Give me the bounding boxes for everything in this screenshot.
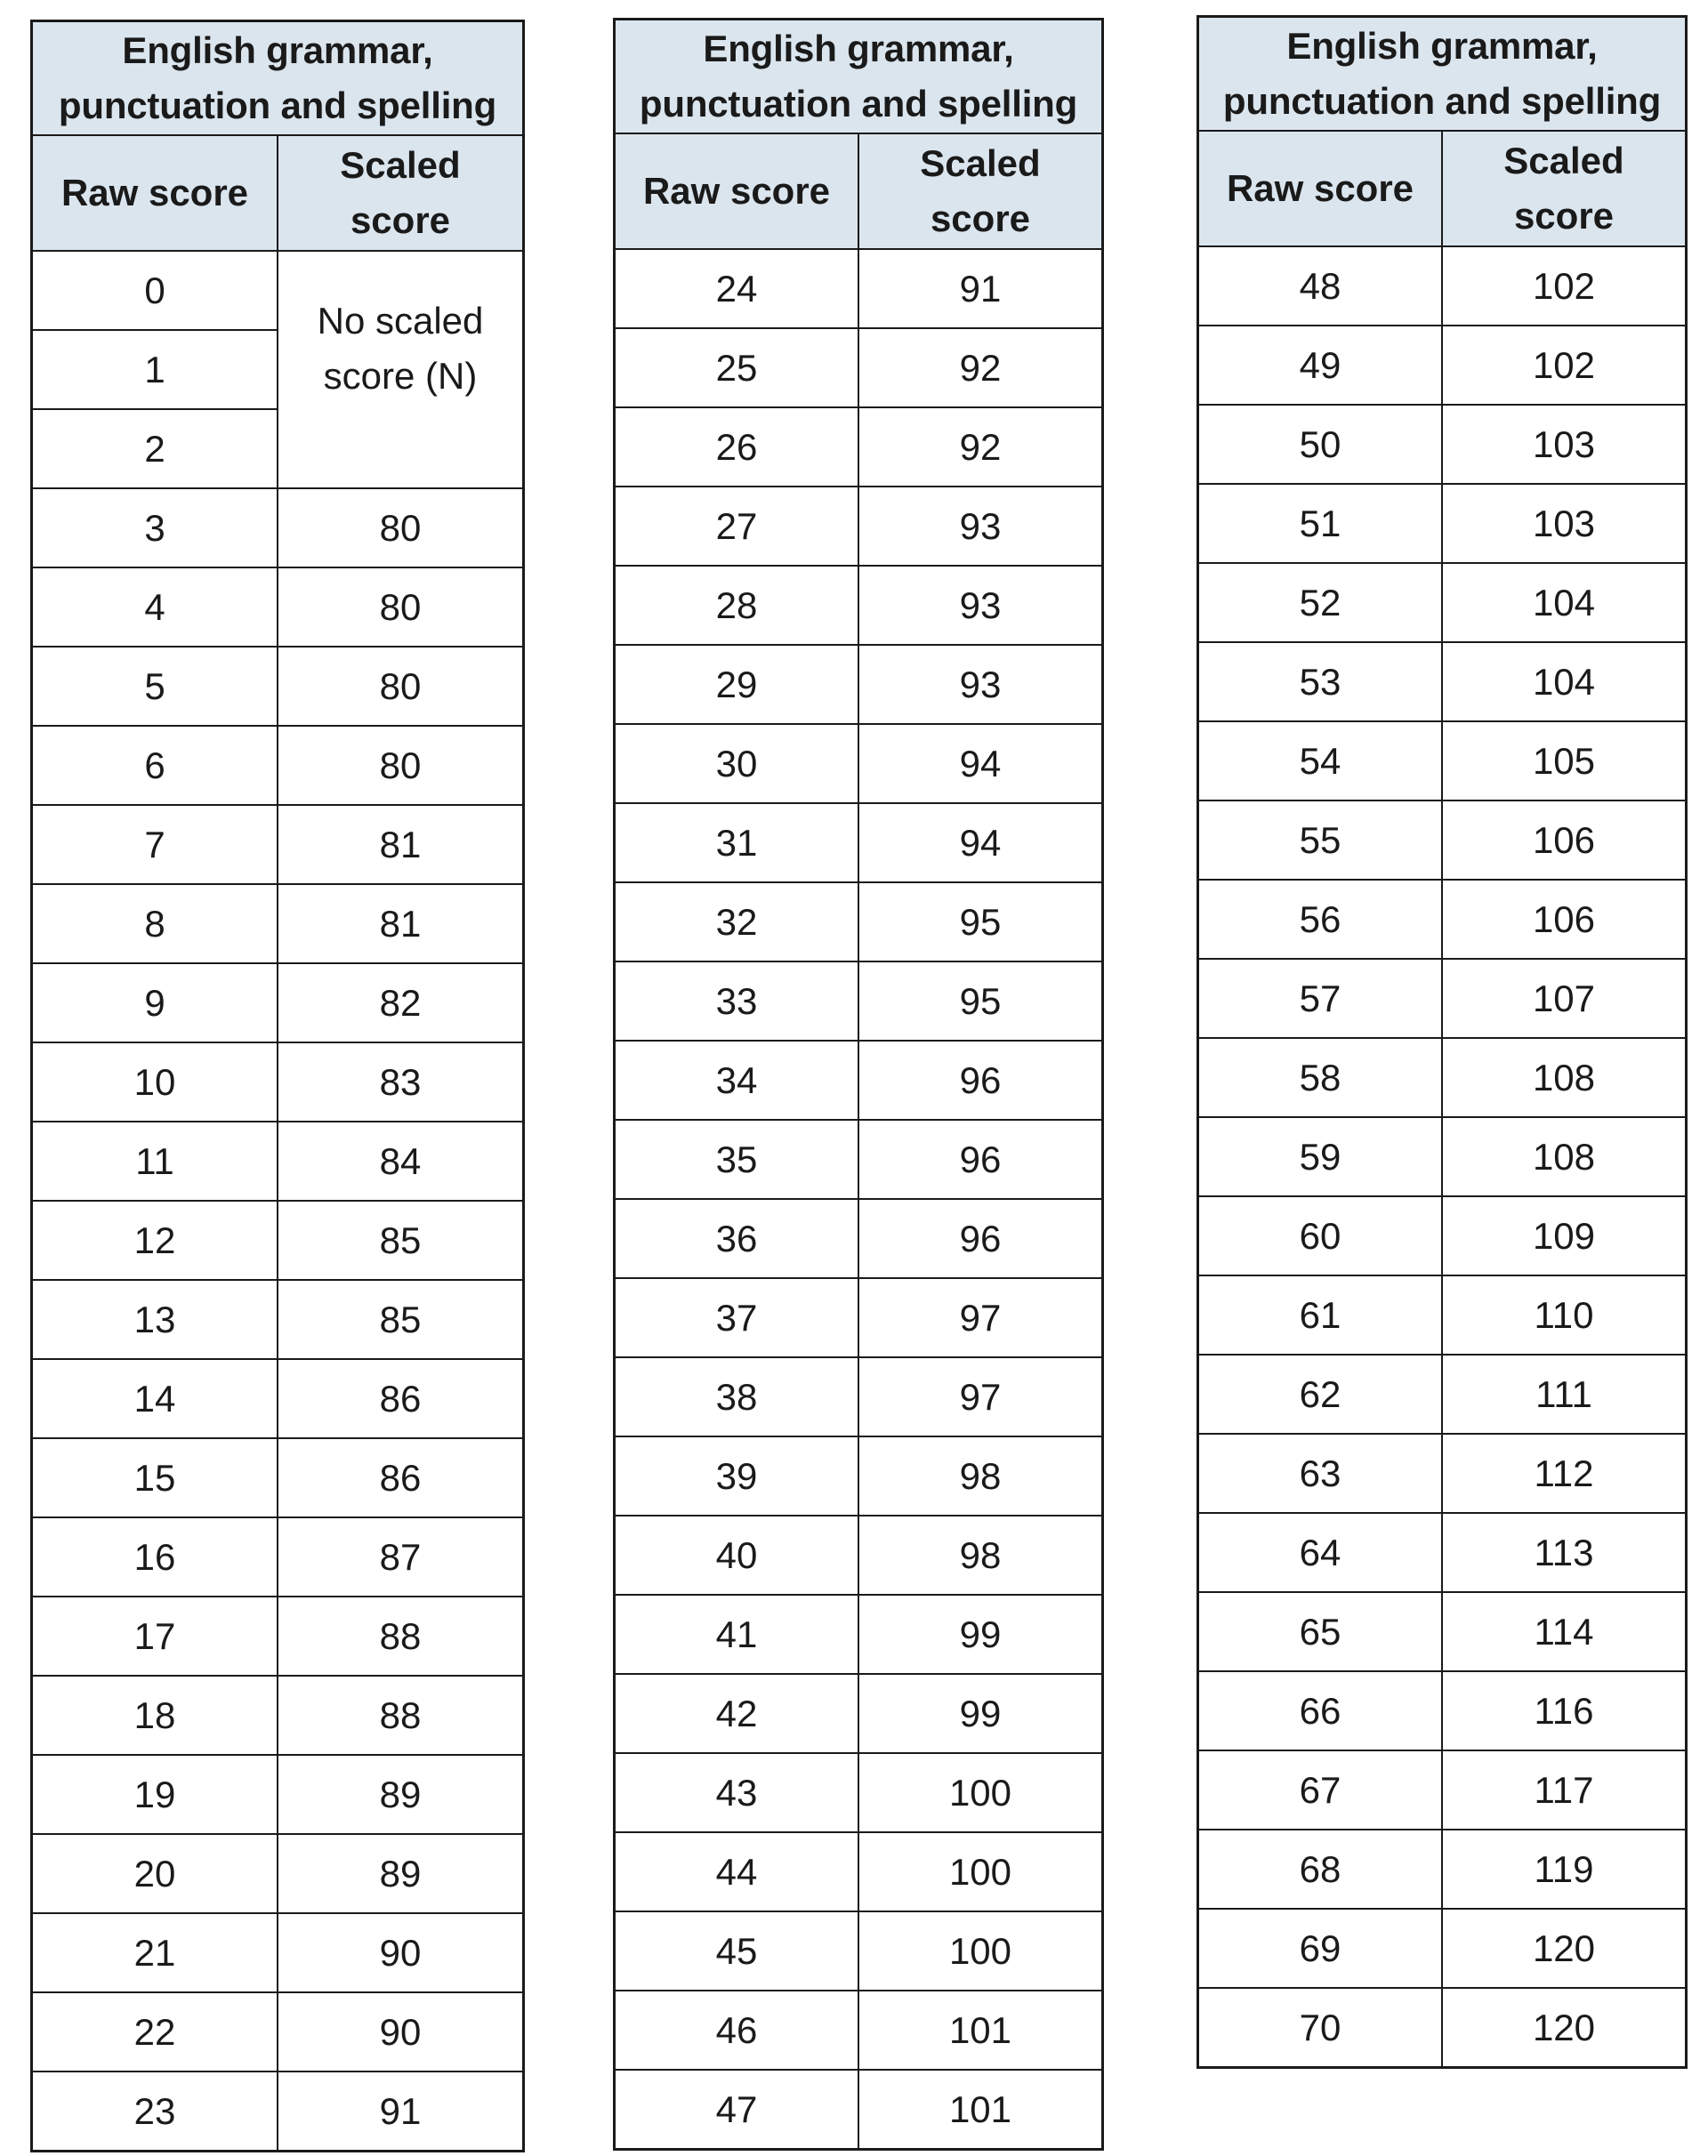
table-row: [1198, 246, 1687, 326]
scaled-score-cell: 99: [858, 1595, 1103, 1674]
subject-title: [1198, 17, 1687, 132]
raw-score-cell: 8: [32, 884, 278, 963]
scaled-score-cell: 105: [1442, 721, 1687, 800]
table-row: [1198, 1671, 1687, 1750]
raw-score-cell: 31: [615, 803, 859, 882]
table-row: [615, 1674, 1103, 1753]
raw-score-cell: 17: [32, 1597, 278, 1676]
scaled-score-cell: 116: [1442, 1671, 1687, 1750]
table-row: [1198, 1592, 1687, 1671]
table-row: [615, 1120, 1103, 1199]
raw-score-cell: 15: [32, 1438, 278, 1517]
table-row: [615, 1041, 1103, 1120]
no-scaled-score-line1: No scaled: [317, 299, 484, 342]
scaled-score-header-line2: score: [350, 199, 451, 241]
raw-score-header: Raw score: [615, 133, 859, 249]
scaled-score-cell: 84: [278, 1122, 524, 1201]
scaled-score-header: [278, 135, 524, 251]
raw-score-cell: 49: [1198, 326, 1443, 405]
table-row: [1198, 1196, 1687, 1275]
raw-score-cell: 3: [32, 488, 278, 567]
raw-score-header: Raw score: [1198, 131, 1443, 246]
scaled-score-cell: 88: [278, 1597, 524, 1676]
table-row: [32, 1122, 524, 1201]
table-row: [1198, 642, 1687, 721]
scaled-score-cell: 86: [278, 1438, 524, 1517]
scaled-score-cell: 111: [1442, 1355, 1687, 1434]
raw-score-cell: 61: [1198, 1275, 1443, 1355]
raw-score-cell: 70: [1198, 1988, 1443, 2068]
table-row: [615, 328, 1103, 407]
subject-title-line2: punctuation and spelling: [639, 83, 1078, 125]
scaled-score-cell: 101: [858, 2070, 1103, 2150]
raw-score-cell: 67: [1198, 1750, 1443, 1830]
scaled-score-cell: 88: [278, 1676, 524, 1755]
table-row: [1198, 959, 1687, 1038]
score-table-3: [1196, 15, 1688, 2069]
table-row: [32, 1676, 524, 1755]
subject-title-line1: English grammar,: [1286, 25, 1598, 67]
table-row: [615, 1911, 1103, 1991]
raw-score-cell: 39: [615, 1436, 859, 1516]
table-row: [615, 1516, 1103, 1595]
table-row: [615, 1436, 1103, 1516]
table-row: [1198, 1275, 1687, 1355]
table-row: [32, 251, 524, 330]
subject-title: [615, 20, 1103, 134]
table-row: [615, 407, 1103, 487]
table-row: [1198, 1750, 1687, 1830]
scaled-score-cell: 82: [278, 963, 524, 1042]
raw-score-cell: 59: [1198, 1117, 1443, 1196]
table-row: [32, 567, 524, 647]
raw-score-cell: 56: [1198, 880, 1443, 959]
raw-score-cell: 18: [32, 1676, 278, 1755]
scaled-score-header-line1: Scaled: [340, 144, 461, 186]
table-row: [1198, 1117, 1687, 1196]
table-row: [1198, 1513, 1687, 1592]
table-row: [32, 647, 524, 726]
table-row: [615, 724, 1103, 803]
raw-score-cell: 68: [1198, 1830, 1443, 1909]
scaled-score-cell: 104: [1442, 642, 1687, 721]
score-table-2: [613, 18, 1104, 2151]
table-row: [615, 961, 1103, 1041]
subject-title-line2: punctuation and spelling: [58, 84, 497, 126]
scaled-score-cell: 80: [278, 726, 524, 805]
table-row: [32, 1042, 524, 1122]
raw-score-cell: 11: [32, 1122, 278, 1201]
scaled-score-cell: 120: [1442, 1909, 1687, 1988]
scaled-score-cell: 99: [858, 1674, 1103, 1753]
table-row: [615, 2070, 1103, 2150]
table-row: [615, 882, 1103, 961]
scaled-score-cell: 103: [1442, 484, 1687, 563]
raw-score-cell: 13: [32, 1280, 278, 1359]
raw-score-cell: 50: [1198, 405, 1443, 484]
raw-score-cell: 37: [615, 1278, 859, 1357]
raw-score-cell: 45: [615, 1911, 859, 1991]
no-scaled-score-line2: score (N): [323, 354, 478, 397]
raw-score-cell: 34: [615, 1041, 859, 1120]
table-row: [1198, 1434, 1687, 1513]
scaled-score-cell: 101: [858, 1991, 1103, 2070]
scaled-score-header-line2: score: [930, 197, 1031, 239]
raw-score-cell: 38: [615, 1357, 859, 1436]
scaled-score-cell: 98: [858, 1436, 1103, 1516]
table-row: [615, 249, 1103, 328]
table-row: [32, 805, 524, 884]
raw-score-cell: 41: [615, 1595, 859, 1674]
scaled-score-cell: 85: [278, 1201, 524, 1280]
scaled-score-cell: 102: [1442, 326, 1687, 405]
raw-score-cell: 60: [1198, 1196, 1443, 1275]
table-row: [615, 803, 1103, 882]
scaled-score-cell: 92: [858, 407, 1103, 487]
raw-score-cell: 26: [615, 407, 859, 487]
table-row: [32, 1201, 524, 1280]
raw-score-cell: 44: [615, 1832, 859, 1911]
scaled-score-cell: 120: [1442, 1988, 1687, 2068]
scaled-score-cell: 93: [858, 566, 1103, 645]
table-row: [1198, 326, 1687, 405]
raw-score-cell: 4: [32, 567, 278, 647]
scaled-score-cell: 100: [858, 1911, 1103, 1991]
raw-score-cell: 20: [32, 1834, 278, 1913]
raw-score-cell: 16: [32, 1517, 278, 1597]
raw-score-cell: 66: [1198, 1671, 1443, 1750]
table-row: [1198, 563, 1687, 642]
raw-score-cell: 62: [1198, 1355, 1443, 1434]
scaled-score-cell: 112: [1442, 1434, 1687, 1513]
scaled-score-cell: 87: [278, 1517, 524, 1597]
raw-score-cell: 52: [1198, 563, 1443, 642]
raw-score-cell: 35: [615, 1120, 859, 1199]
raw-score-cell: 42: [615, 1674, 859, 1753]
raw-score-cell: 64: [1198, 1513, 1443, 1592]
raw-score-cell: 6: [32, 726, 278, 805]
raw-score-cell: 33: [615, 961, 859, 1041]
scaled-score-cell: 91: [278, 2072, 524, 2152]
scaled-score-cell: 80: [278, 647, 524, 726]
raw-score-cell: 24: [615, 249, 859, 328]
raw-score-cell: 1: [32, 330, 278, 409]
scaled-score-header-line2: score: [1513, 195, 1615, 237]
scaled-score-cell: 81: [278, 884, 524, 963]
table-row: [615, 487, 1103, 566]
raw-score-cell: 69: [1198, 1909, 1443, 1988]
table-row: [615, 1753, 1103, 1832]
table-row: [32, 726, 524, 805]
table-row: [1198, 1830, 1687, 1909]
scaled-score-cell: 86: [278, 1359, 524, 1438]
table-row: [615, 1278, 1103, 1357]
scaled-score-cell: 108: [1442, 1038, 1687, 1117]
table-row: [615, 1357, 1103, 1436]
raw-score-cell: 47: [615, 2070, 859, 2150]
table-row: [1198, 405, 1687, 484]
raw-score-cell: 28: [615, 566, 859, 645]
score-table-1: [30, 20, 525, 2152]
raw-score-cell: 40: [615, 1516, 859, 1595]
scaled-score-cell: 119: [1442, 1830, 1687, 1909]
raw-score-cell: 43: [615, 1753, 859, 1832]
scaled-score-cell: 96: [858, 1199, 1103, 1278]
table-row: [32, 1992, 524, 2072]
scaled-score-cell: 102: [1442, 246, 1687, 326]
table-row: [1198, 800, 1687, 880]
raw-score-cell: 12: [32, 1201, 278, 1280]
raw-score-cell: 54: [1198, 721, 1443, 800]
table-row: [1198, 880, 1687, 959]
scaled-score-cell: 109: [1442, 1196, 1687, 1275]
raw-score-cell: 29: [615, 645, 859, 724]
raw-score-cell: 55: [1198, 800, 1443, 880]
scaled-score-cell: 94: [858, 803, 1103, 882]
scaled-score-cell: 106: [1442, 800, 1687, 880]
scaled-score-cell: 80: [278, 567, 524, 647]
scaled-score-header-line1: Scaled: [920, 142, 1041, 184]
scaled-score-cell: 85: [278, 1280, 524, 1359]
raw-score-cell: 48: [1198, 246, 1443, 326]
scaled-score-cell: 97: [858, 1357, 1103, 1436]
raw-score-cell: 22: [32, 1992, 278, 2072]
table-row: [32, 1280, 524, 1359]
raw-score-cell: 30: [615, 724, 859, 803]
table-row: [615, 566, 1103, 645]
scaled-score-header-line1: Scaled: [1503, 140, 1624, 181]
raw-score-cell: 0: [32, 251, 278, 330]
table-row: [615, 1199, 1103, 1278]
table-row: [615, 1832, 1103, 1911]
subject-title-line2: punctuation and spelling: [1222, 80, 1662, 122]
scaled-score-cell: 92: [858, 328, 1103, 407]
scaled-score-cell: 117: [1442, 1750, 1687, 1830]
table-row: [32, 2072, 524, 2152]
raw-score-cell: 7: [32, 805, 278, 884]
table-row: [32, 1359, 524, 1438]
scaled-score-cell: 100: [858, 1753, 1103, 1832]
raw-score-cell: 27: [615, 487, 859, 566]
table-row: [32, 1755, 524, 1834]
scaled-score-cell: 108: [1442, 1117, 1687, 1196]
table-row: [615, 1991, 1103, 2070]
scaled-score-cell: 98: [858, 1516, 1103, 1595]
scaled-score-cell: 83: [278, 1042, 524, 1122]
scaled-score-cell: 107: [1442, 959, 1687, 1038]
raw-score-cell: 32: [615, 882, 859, 961]
raw-score-cell: 25: [615, 328, 859, 407]
scaled-score-cell: 80: [278, 488, 524, 567]
table-row: [615, 1595, 1103, 1674]
scaled-score-cell: 95: [858, 961, 1103, 1041]
table-row: [1198, 1909, 1687, 1988]
raw-score-cell: 57: [1198, 959, 1443, 1038]
scaled-score-cell: 94: [858, 724, 1103, 803]
table-row: [1198, 1355, 1687, 1434]
raw-score-cell: 2: [32, 409, 278, 488]
scaled-score-cell: 114: [1442, 1592, 1687, 1671]
scaled-score-cell: 97: [858, 1278, 1103, 1357]
scaled-score-cell: 96: [858, 1120, 1103, 1199]
table-row: [1198, 1038, 1687, 1117]
scaled-score-cell: 91: [858, 249, 1103, 328]
raw-score-cell: 19: [32, 1755, 278, 1834]
raw-score-cell: 36: [615, 1199, 859, 1278]
scaled-score-cell: 93: [858, 645, 1103, 724]
scaled-score-cell: 110: [1442, 1275, 1687, 1355]
table-row: [1198, 721, 1687, 800]
table-row: [1198, 1988, 1687, 2068]
subject-title-line1: English grammar,: [122, 29, 433, 71]
table-row: [32, 1834, 524, 1913]
scaled-score-header: [1442, 131, 1687, 246]
raw-score-cell: 10: [32, 1042, 278, 1122]
scaled-score-cell: 100: [858, 1832, 1103, 1911]
raw-score-cell: 21: [32, 1913, 278, 1992]
table-row: [615, 645, 1103, 724]
table-row: [32, 1913, 524, 1992]
table-row: [32, 884, 524, 963]
raw-score-cell: 14: [32, 1359, 278, 1438]
scaled-score-header: [858, 133, 1103, 249]
scaled-score-cell: 106: [1442, 880, 1687, 959]
scaled-score-cell: 95: [858, 882, 1103, 961]
scaled-score-cell: 89: [278, 1755, 524, 1834]
subject-title: [32, 21, 524, 136]
table-row: [32, 1597, 524, 1676]
scaled-score-cell: 113: [1442, 1513, 1687, 1592]
scaled-score-cell: 104: [1442, 563, 1687, 642]
raw-score-cell: 51: [1198, 484, 1443, 563]
table-row: [32, 488, 524, 567]
scaled-score-cell: 81: [278, 805, 524, 884]
no-scaled-score-cell: [278, 251, 524, 488]
raw-score-cell: 53: [1198, 642, 1443, 721]
scaled-score-cell: 103: [1442, 405, 1687, 484]
raw-score-cell: 63: [1198, 1434, 1443, 1513]
raw-score-cell: 23: [32, 2072, 278, 2152]
raw-score-cell: 65: [1198, 1592, 1443, 1671]
scaled-score-cell: 93: [858, 487, 1103, 566]
subject-title-line1: English grammar,: [703, 28, 1014, 69]
raw-score-cell: 9: [32, 963, 278, 1042]
table-row: [32, 963, 524, 1042]
scaled-score-cell: 96: [858, 1041, 1103, 1120]
table-row: [32, 1517, 524, 1597]
table-row: [32, 1438, 524, 1517]
table-row: [1198, 484, 1687, 563]
raw-score-cell: 58: [1198, 1038, 1443, 1117]
scaled-score-cell: 89: [278, 1834, 524, 1913]
raw-score-header: Raw score: [32, 135, 278, 251]
raw-score-cell: 46: [615, 1991, 859, 2070]
scaled-score-cell: 90: [278, 1992, 524, 2072]
raw-score-cell: 5: [32, 647, 278, 726]
scaled-score-cell: 90: [278, 1913, 524, 1992]
